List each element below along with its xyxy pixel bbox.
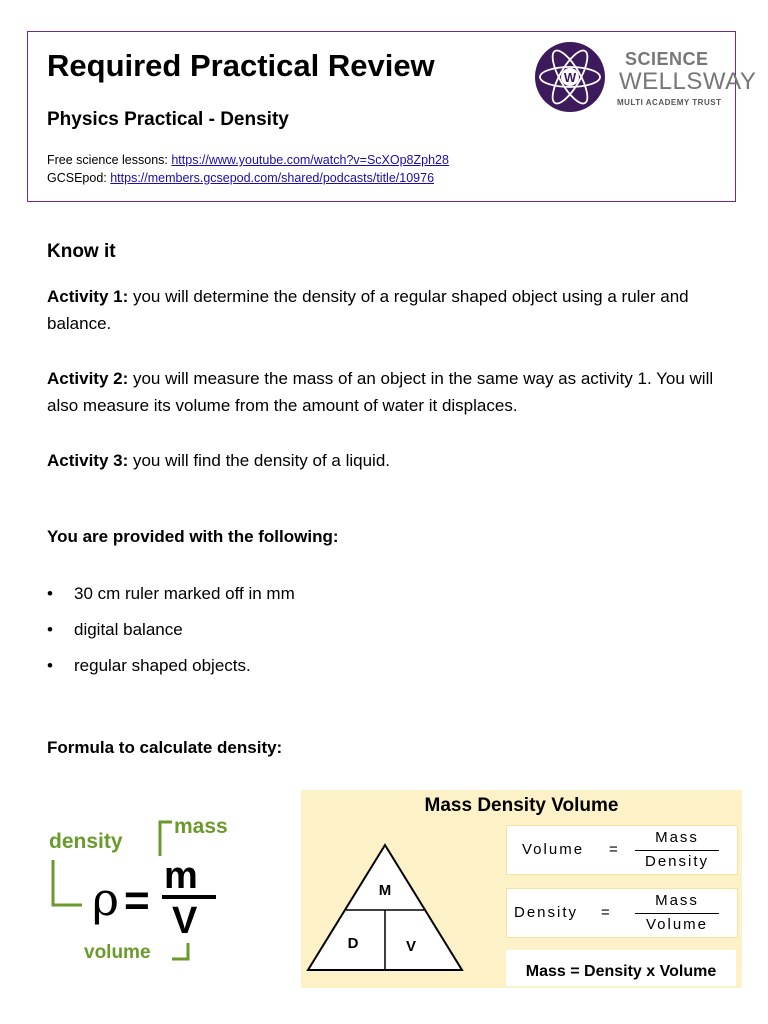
lessons-link[interactable]: https://www.youtube.com/watch?v=ScXOp8Zph28 bbox=[171, 153, 449, 167]
equation-denominator: Density bbox=[644, 853, 710, 870]
logo-science: SCIENCE bbox=[625, 49, 709, 69]
equation-lhs: Density bbox=[514, 904, 579, 921]
equation-eq: = bbox=[601, 904, 612, 921]
density-formula-graphic bbox=[44, 808, 254, 968]
activity-2 bbox=[47, 365, 737, 419]
list-item: • digital balance bbox=[47, 616, 295, 652]
density-equation bbox=[506, 888, 738, 938]
triangle-m: M bbox=[378, 882, 392, 899]
panel-title: Mass Density Volume bbox=[424, 795, 619, 816]
atom-logo-icon bbox=[529, 41, 611, 113]
v-symbol: V bbox=[172, 900, 198, 942]
equation-numerator: Mass bbox=[655, 892, 699, 909]
triangle-d: D bbox=[347, 935, 359, 952]
activity-1 bbox=[47, 283, 737, 337]
activity-text: you will measure the mass of an object in the same way as activity 1. You will also measure its volume from the amount of water it displaces. bbox=[47, 369, 714, 415]
wellsway-logo bbox=[529, 41, 757, 113]
equation-numerator: Mass bbox=[655, 829, 699, 846]
volume-label: volume bbox=[84, 942, 151, 963]
gcsepod-link[interactable]: https://members.gcsepod.com/shared/podcasts/title/10976 bbox=[110, 171, 435, 185]
activity-label: Activity 1: bbox=[47, 287, 129, 306]
link-label: GCSEpod: bbox=[47, 171, 111, 185]
mass-label: mass bbox=[174, 815, 228, 838]
logo-wellsway: WELLSWAY bbox=[619, 68, 757, 95]
activity-text: you will determine the density of a regular shaped object using a ruler and balance. bbox=[47, 287, 689, 333]
fraction-bar bbox=[635, 850, 719, 851]
link-label: Free science lessons: bbox=[47, 153, 172, 167]
formula-triangle bbox=[305, 842, 465, 972]
activity-text: you will find the density of a liquid. bbox=[128, 451, 391, 470]
activity-label: Activity 2: bbox=[47, 369, 129, 388]
resource-links bbox=[47, 151, 449, 187]
list-item: • regular shaped objects. bbox=[47, 652, 295, 688]
page-title: Required Practical Review bbox=[47, 48, 435, 83]
mass-bracket bbox=[160, 822, 172, 856]
density-label: density bbox=[49, 830, 123, 853]
volume-bracket bbox=[172, 943, 188, 959]
equals-sign: = bbox=[124, 876, 150, 925]
mass-equation: Mass = Density x Volume bbox=[525, 963, 717, 980]
m-symbol: m bbox=[164, 855, 198, 897]
logo-mark: W bbox=[563, 70, 577, 85]
logo-trust: MULTI ACADEMY TRUST bbox=[617, 98, 722, 107]
link-row-lessons bbox=[47, 151, 449, 169]
link-row-gcsepod bbox=[47, 169, 449, 187]
provided-list bbox=[47, 580, 295, 688]
header-box bbox=[27, 31, 757, 202]
equation-eq: = bbox=[609, 841, 620, 858]
equation-denominator: Volume bbox=[645, 916, 709, 933]
activity-3 bbox=[47, 447, 737, 474]
volume-equation bbox=[506, 825, 738, 875]
mass-density-volume-panel bbox=[301, 790, 742, 988]
provided-heading: You are provided with the following: bbox=[47, 527, 339, 546]
know-it-heading: Know it bbox=[47, 241, 116, 262]
formula-heading: Formula to calculate density: bbox=[47, 738, 283, 757]
page-subtitle: Physics Practical - Density bbox=[47, 109, 289, 130]
activity-label: Activity 3: bbox=[47, 451, 129, 470]
density-bracket bbox=[53, 860, 82, 905]
triangle-v: V bbox=[405, 938, 417, 955]
list-item: • 30 cm ruler marked off in mm bbox=[47, 580, 295, 616]
equation-lhs: Volume bbox=[522, 841, 585, 858]
fraction-bar bbox=[635, 913, 719, 914]
rho-symbol: ρ bbox=[92, 872, 120, 926]
